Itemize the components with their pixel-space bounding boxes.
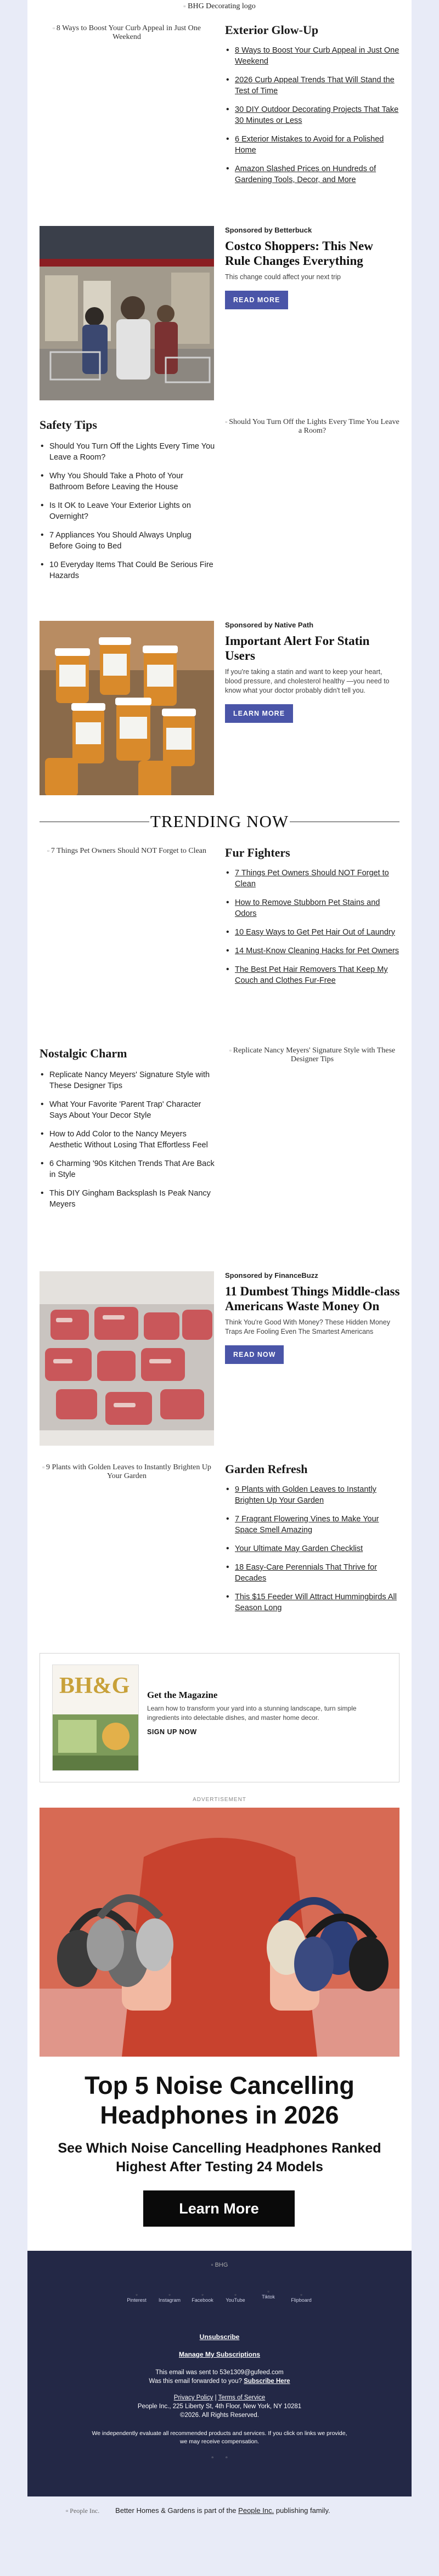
magazine-cover-brand: BH&G [59,1673,130,1699]
ad-label: ADVERTISEMENT [193,1797,246,1803]
safety-image[interactable]: ▫ Should You Turn Off the Lights Every Time You Leave a Room? [225,418,399,435]
tiktok-icon[interactable]: ▫ Tiktok [262,2289,275,2300]
ad-title[interactable]: Top 5 Noise Cancelling Headphones in 2026 [85,2071,354,2129]
nativepath-sponsored-block [225,621,401,723]
trending-divider [27,807,412,846]
policy-links [27,2394,412,2401]
sponsor-description: This change could affect your next trip [225,273,341,281]
sponsor-nativepath-section [27,621,412,807]
publisher-info [66,2506,330,2515]
people-logo-alt: People Inc. [70,2507,100,2515]
exterior-link[interactable]: • Amazon Slashed Prices on Hundreds of Gardening Tools, Decor, and More [225,163,401,185]
flipboard-icon[interactable]: ▫ Flipboard [291,2292,312,2303]
trending-header [40,812,399,831]
magazine-text [147,1690,389,1736]
facebook-icon[interactable]: ▫ Facebook [192,2292,213,2303]
unsubscribe-link[interactable]: Unsubscribe [199,2333,240,2341]
sponsor-description: Think You're Good With Money? These Hidden Money Traps Are Fooling Even The Smartest Americans [225,1318,390,1335]
people-inc-logo[interactable]: ▫ People Inc. [66,2507,100,2515]
magazine-card [40,1653,399,1782]
email-body [27,0,412,2496]
social-label: Instagram [158,2297,181,2303]
nostalgic-link[interactable]: • Replicate Nancy Meyers' Signature Style with These Designer Tips [40,1069,215,1091]
safety-title: Safety Tips [40,418,97,432]
magazine-title: Get the Magazine [147,1690,218,1700]
nostalgic-links [40,1069,215,1218]
sponsor-title[interactable]: 11 Dumbest Things Middle-class Americans Waste Money On [225,1284,400,1313]
fur-links [225,868,401,994]
email-header [27,0,412,23]
exterior-image[interactable]: ▫ 8 Ways to Boost Your Curb Appeal in Just One Weekend [53,24,201,42]
garden-links [225,1484,401,1621]
privacy-policy-link[interactable]: Privacy Policy [173,2394,213,2401]
disclosure-text: We independently evaluate all recommended products and services. If you click on links we provide, we may receive compensation. [92,2430,347,2445]
policy-separator: | [215,2394,217,2401]
exterior-section [27,23,412,226]
fur-link[interactable]: • 7 Things Pet Owners Should NOT Forget to Clean [225,868,401,890]
publisher-text-pre: Better Homes & Gardens is part of the [115,2506,237,2515]
safety-links [40,441,215,589]
ad-spacer [27,2230,412,2251]
publisher-text-post: publishing family. [275,2506,330,2515]
fur-link[interactable]: • How to Remove Stubborn Pet Stains and Odors [225,897,401,919]
sign-up-now-link[interactable]: SIGN UP NOW [147,1728,197,1736]
learn-more-button[interactable]: LEARN MORE [225,704,293,723]
forwarded-line [27,2378,412,2385]
bhg-logo[interactable]: ▫ BHG Decorating logo [183,2,256,10]
pinterest-icon[interactable]: ▫ Pinterest [127,2292,147,2303]
nostalgic-link[interactable]: • What Your Favorite 'Parent Trap' Character Says About Your Decor Style [40,1099,215,1121]
garden-image-alt: 9 Plants with Golden Leaves to Instantly Brighten Up Your Garden [46,1463,211,1481]
exterior-link[interactable]: • 8 Ways to Boost Your Curb Appeal in Just One Weekend [225,45,401,67]
garden-title: Garden Refresh [225,1462,308,1476]
subscribe-here-link[interactable]: Subscribe Here [244,2378,290,2385]
exterior-link[interactable]: • 2026 Curb Appeal Trends That Will Stand the Test of Time [225,75,401,97]
magazine-description: Learn how to transform your yard into a stunning landscape, turn simple ingredients into delectable dishes, and master home decor. [147,1705,357,1722]
exterior-image-alt: 8 Ways to Boost Your Curb Appeal in Just One Weekend [56,24,201,42]
social-label: Pinterest [127,2297,147,2303]
footer-logo[interactable]: ▫ BHG [211,2262,228,2268]
garden-link[interactable]: • This $15 Feeder Will Attract Hummingbirds All Season Long [225,1592,401,1613]
nostalgic-image-alt: Replicate Nancy Meyers' Signature Style with These Designer Tips [233,1046,396,1064]
people-inc-link[interactable]: People Inc. [238,2506,274,2515]
footer-logo-alt: BHG [215,2262,228,2268]
nostalgic-link[interactable]: • How to Add Color to the Nancy Meyers Aesthetic Without Losing That Effortless Feel [40,1129,215,1151]
sponsor-label: Sponsored by FinanceBuzz [225,1271,318,1279]
company-address: People Inc., 225 Liberty St, 4th Floor, New York, NY 10281 [137,2403,302,2410]
pill-bottles-photo[interactable] [40,621,214,795]
garden-link[interactable]: • 18 Easy-Care Perennials That Thrive for Decades [225,1562,401,1584]
garden-link[interactable]: • 7 Fragrant Flowering Vines to Make Your Space Smell Amazing [225,1514,401,1536]
fur-title: Fur Fighters [225,846,290,859]
social-label: Flipboard [291,2297,312,2303]
exterior-link[interactable]: • 30 DIY Outdoor Decorating Projects That Take 30 Minutes or Less [225,104,401,126]
exterior-link[interactable]: • 6 Exterior Mistakes to Avoid for a Polished Home [225,134,401,156]
read-now-button[interactable]: READ NOW [225,1345,284,1364]
nostalgic-link[interactable]: • 6 Charming '90s Kitchen Trends That Are Back in Style [40,1158,215,1180]
nostalgic-title: Nostalgic Charm [40,1046,127,1060]
sponsor-title[interactable]: Costco Shoppers: This New Rule Changes Everything [225,239,373,268]
ad-section [27,1797,412,2230]
sponsor-label: Sponsored by Native Path [225,621,314,629]
social-label: Facebook [192,2297,213,2303]
badge-icon: ▫ [226,2455,228,2461]
exterior-links [225,45,401,193]
social-label: Tiktok [262,2294,275,2300]
sponsor-label: Sponsored by Betterbuck [225,226,312,234]
safety-link[interactable]: • Is It OK to Leave Your Exterior Lights on Overnight? [40,500,215,522]
logo-alt-text: BHG Decorating logo [188,2,256,10]
fur-link[interactable]: • 10 Easy Ways to Get Pet Hair Out of Laundry [225,927,401,938]
instagram-icon[interactable]: ▫ Instagram [158,2292,181,2303]
email-footer [27,2251,412,2496]
fur-image-alt: 7 Things Pet Owners Should NOT Forget to Clean [50,847,207,855]
copyright-text: ©2026. All Rights Reserved. [180,2412,259,2419]
youtube-icon[interactable]: ▫ YouTube [226,2292,245,2303]
safety-link[interactable]: • 7 Appliances You Should Always Unplug Before Going to Bed [40,530,215,552]
fur-link[interactable]: • 14 Must-Know Cleaning Hacks for Pet Owners [225,946,401,956]
garden-link[interactable]: • Your Ultimate May Garden Checklist [225,1543,401,1554]
meat-display-photo[interactable] [40,1271,214,1446]
fur-image[interactable]: ▫ 7 Things Pet Owners Should NOT Forget to Clean [47,847,207,855]
safety-link[interactable]: • 10 Everyday Items That Could Be Serious Fire Hazards [40,559,215,581]
exterior-title: Exterior Glow-Up [225,23,319,37]
costco-store-photo[interactable] [40,226,214,400]
garden-image[interactable]: ▫ 9 Plants with Golden Leaves to Instantly Brighten Up Your Garden [42,1463,211,1481]
financebuzz-sponsored-block [225,1271,401,1364]
nostalgic-image[interactable]: ▫ Replicate Nancy Meyers' Signature Style with These Designer Tips [229,1046,396,1064]
nostalgic-link[interactable]: • This DIY Gingham Backsplash Is Peak Nancy Meyers [40,1188,215,1210]
fur-section [27,846,412,1046]
nostalgic-section [27,1046,412,1271]
costco-sponsored-block [225,226,401,309]
forwarded-text: Was this email forwarded to you? [149,2378,242,2385]
sponsor-costco-section [27,226,412,418]
ad-subtitle[interactable]: See Which Noise Cancelling Headphones Ranked Highest After Testing 24 Models [58,2141,381,2175]
footer-badges [27,2455,412,2461]
ad-learn-more-button[interactable]: Learn More [143,2190,295,2227]
safety-link[interactable]: • Why You Should Take a Photo of Your Bathroom Before Leaving the House [40,471,215,492]
sponsor-description: If you're taking a statin and want to keep your heart, blood pressure, and cholesterol healthy —you need to know what your doctor probably didn't tell you. [225,668,390,694]
safety-section [27,418,412,621]
safety-image-alt: Should You Turn Off the Lights Every Time You Leave a Room? [229,418,399,435]
social-label: YouTube [226,2297,245,2303]
sponsor-title[interactable]: Important Alert For Statin Users [225,634,370,663]
badge-icon: ▫ [211,2455,213,2461]
sponsor-financebuzz-section [27,1271,412,1462]
ad-headphones-image[interactable] [40,1808,399,2057]
fur-link[interactable]: • The Best Pet Hair Removers That Keep My Couch and Clothes Fur-Free [225,964,401,986]
terms-of-service-link[interactable]: Terms of Service [218,2394,266,2401]
read-more-button[interactable]: READ MORE [225,291,288,309]
garden-section [27,1462,412,1653]
magazine-section [27,1653,412,1797]
garden-link[interactable]: • 9 Plants with Golden Leaves to Instantly Brighten Up Your Garden [225,1484,401,1506]
safety-link[interactable]: • Should You Turn Off the Lights Every Time You Leave a Room? [40,441,215,463]
sent-to-text: This email was sent to 53e1309@gufeed.com [155,2369,284,2376]
publisher-line [27,2496,412,2526]
manage-subscriptions-link[interactable]: Manage My Subscriptions [178,2351,261,2358]
trending-label: TRENDING NOW [150,812,289,831]
magazine-cover[interactable] [52,1665,139,1771]
